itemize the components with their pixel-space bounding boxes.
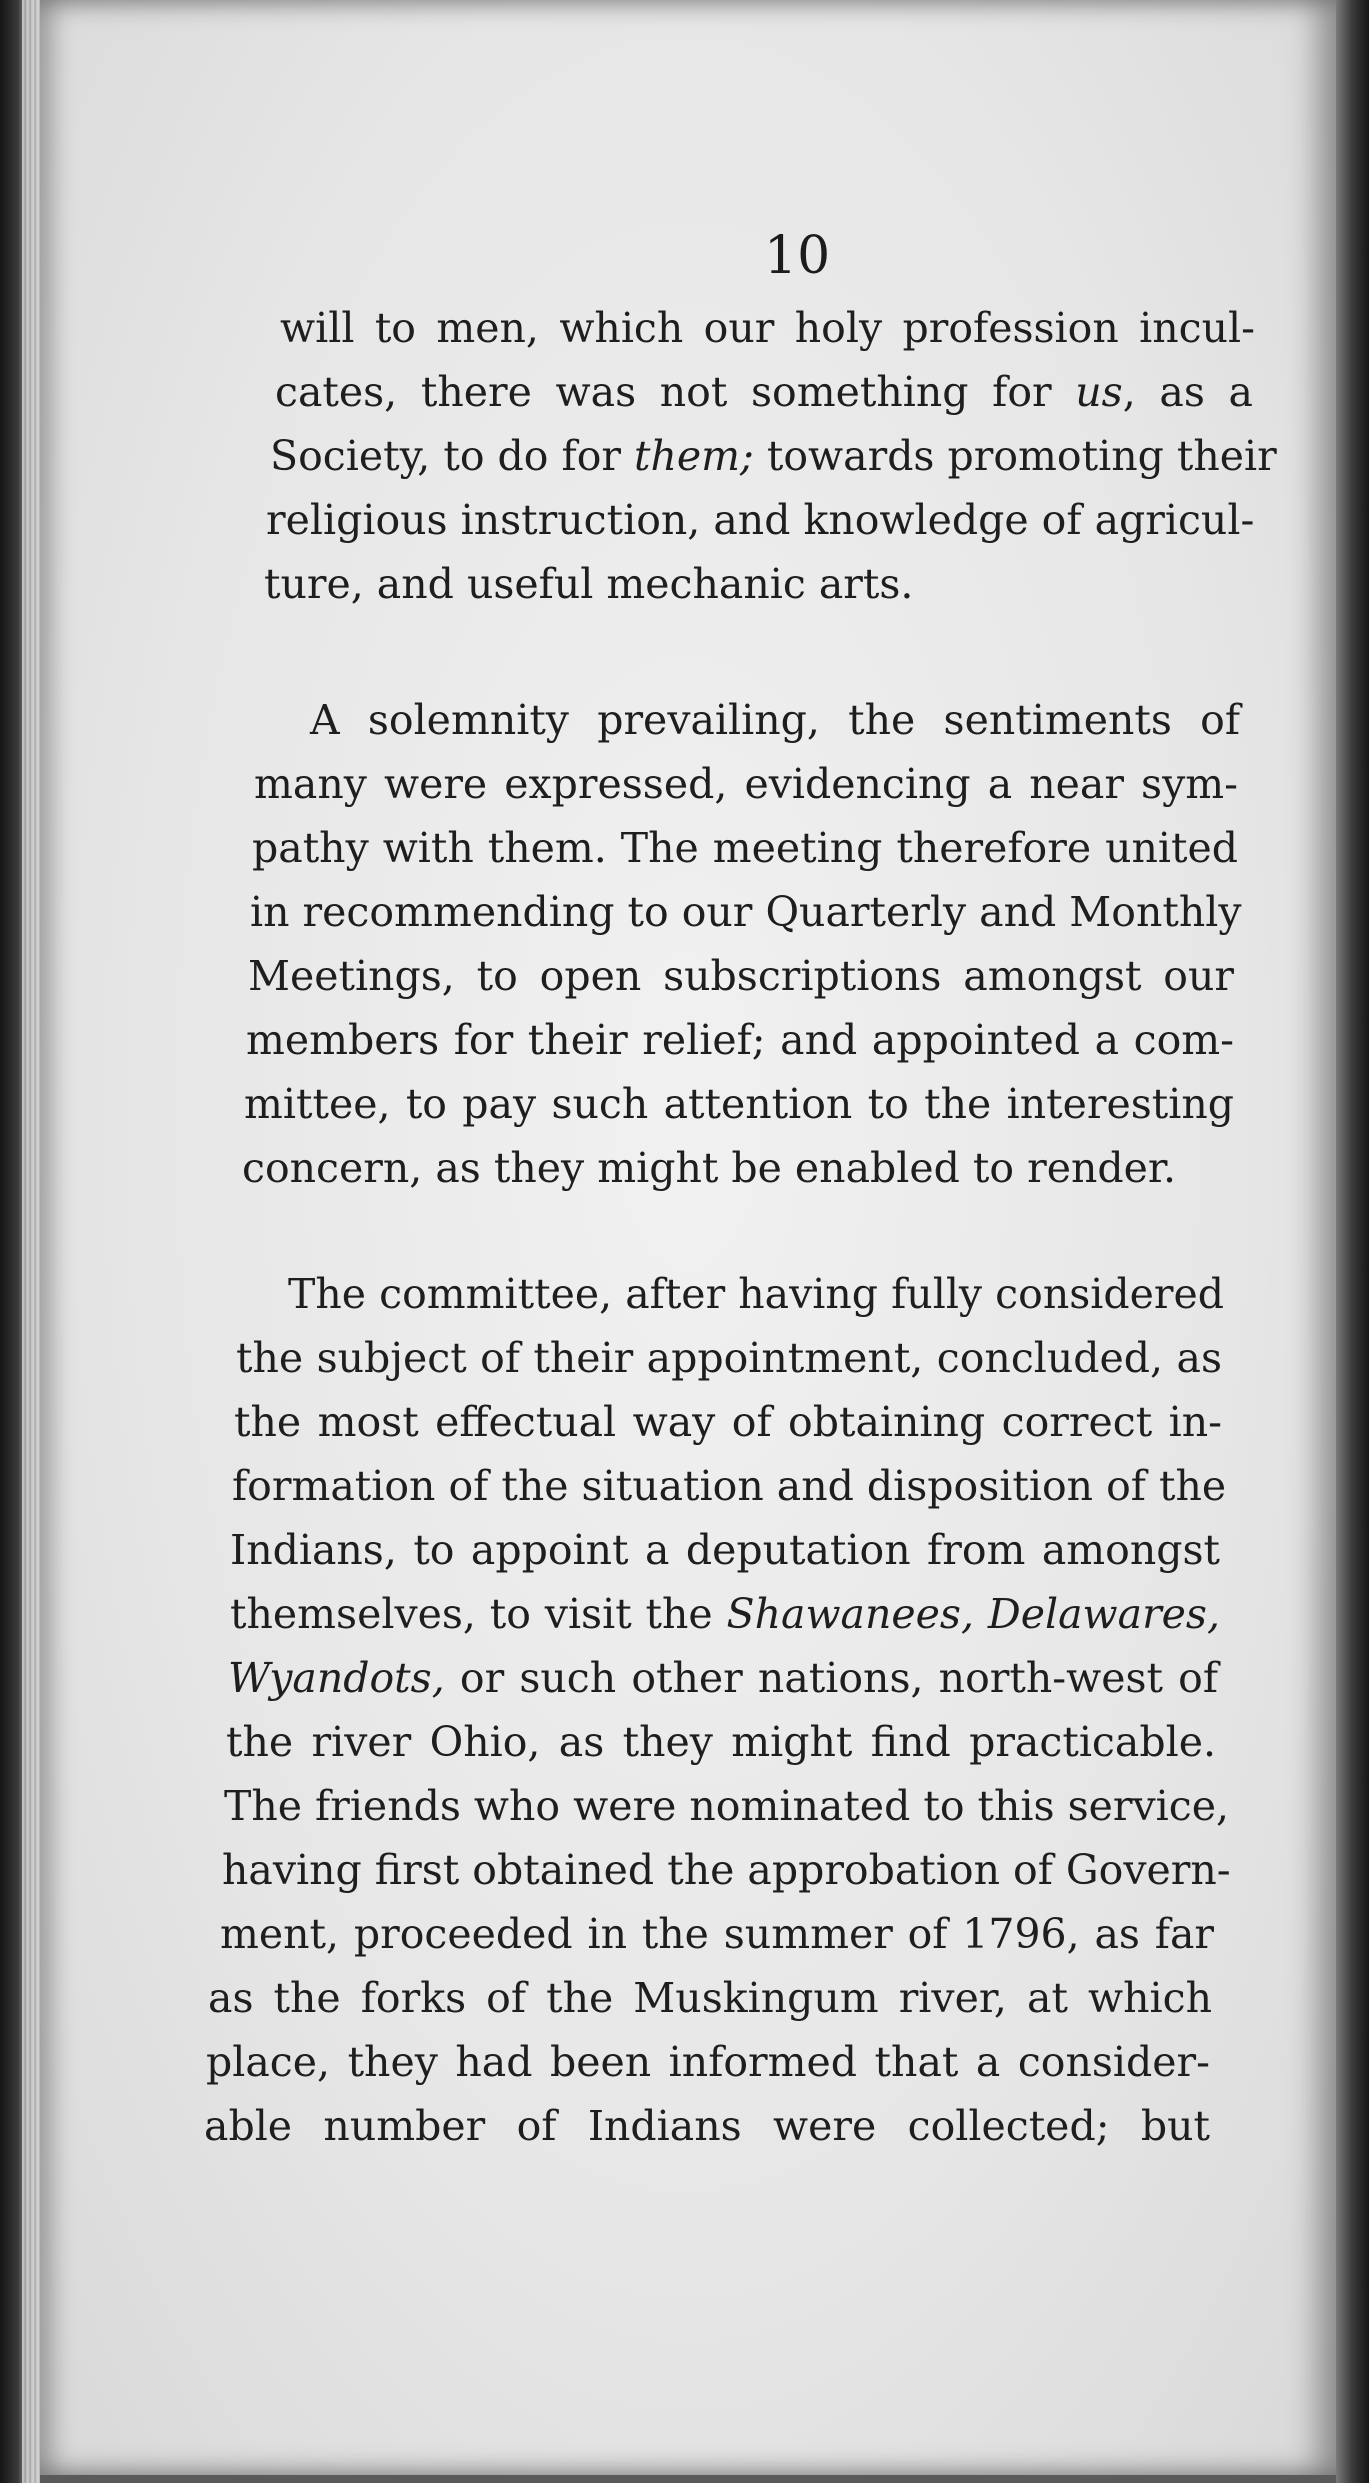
text-segment: ture, and useful mechanic arts.: [264, 560, 914, 608]
text-line: [270, 428, 1277, 484]
text-line: [208, 1970, 1212, 2026]
text-line: [220, 1906, 1214, 1962]
text-segment: many were expressed, evidencing a near sym-: [254, 760, 1238, 808]
text-segment: in recommending to our Quarterly and Monthly: [250, 888, 1242, 936]
right-page-edge: [1336, 0, 1369, 2483]
text-segment: the river Ohio, as they might find practicable.: [226, 1718, 1216, 1766]
text-segment: concern, as they might be enabled to render.: [242, 1144, 1177, 1192]
text-line: [228, 1650, 1218, 1706]
text-line: [280, 300, 1255, 356]
text-line: [234, 1394, 1222, 1450]
text-line: [226, 1714, 1216, 1770]
text-line: [254, 756, 1238, 812]
text-segment: A solemnity prevailing, the sentiments of: [310, 696, 1240, 744]
italic-text: Wyandots,: [228, 1654, 445, 1702]
text-segment: pathy with them. The meeting therefore united: [252, 824, 1238, 872]
text-line: [310, 692, 1240, 748]
text-segment: the subject of their appointment, concluded, as: [236, 1334, 1222, 1382]
text-line: [266, 492, 1255, 548]
text-segment: ment, proceeded in the summer of 1796, as far: [220, 1910, 1214, 1958]
text-line: [275, 364, 1253, 420]
text-line: [264, 556, 914, 612]
text-line: [288, 1266, 1224, 1322]
text-line: [246, 1012, 1234, 1068]
text-segment: Society, to do for: [270, 432, 635, 480]
bottom-page-edge: [40, 2475, 1336, 2483]
text-segment: place, they had been informed that a consider-: [206, 2038, 1210, 2086]
text-line: [230, 1586, 1220, 1642]
text-line: [236, 1330, 1222, 1386]
text-line: [230, 1522, 1220, 1578]
book-page: [40, 0, 1336, 2475]
text-segment: the most effectual way of obtaining correct in-: [234, 1398, 1222, 1446]
text-segment: , as a: [1122, 368, 1253, 416]
text-segment: The committee, after having fully considered: [288, 1270, 1224, 1318]
text-segment: cates, there was not something for: [275, 368, 1076, 416]
text-segment: mittee, to pay such attention to the interesting: [244, 1080, 1234, 1128]
text-segment: or such other nations, north-west of: [444, 1654, 1218, 1702]
page-number: 10: [764, 226, 831, 286]
text-segment: Indians, to appoint a deputation from amongst: [230, 1526, 1220, 1574]
text-segment: will to men, which our holy profession incul-: [280, 304, 1255, 352]
text-segment: themselves, to visit the: [230, 1590, 727, 1638]
text-segment: religious instruction, and knowledge of agricul-: [266, 496, 1255, 544]
text-line: [244, 1076, 1234, 1132]
italic-text: us: [1075, 368, 1123, 416]
text-line: [204, 2098, 1210, 2154]
text-line: [252, 820, 1238, 876]
text-segment: Meetings, to open subscriptions amongst our: [248, 952, 1234, 1000]
text-segment: having first obtained the approbation of Govern-: [222, 1846, 1231, 1894]
text-line: [242, 1140, 1177, 1196]
text-segment: members for their relief; and appointed a com-: [246, 1016, 1234, 1064]
text-line: [206, 2034, 1210, 2090]
italic-text: them;: [634, 432, 754, 480]
text-segment: The friends who were nominated to this service,: [224, 1782, 1230, 1830]
text-segment: able number of Indians were collected; but: [204, 2102, 1210, 2150]
text-segment: formation of the situation and disposition of the: [232, 1462, 1227, 1510]
text-segment: towards promoting their: [753, 432, 1277, 480]
text-line: [222, 1842, 1231, 1898]
text-line: [250, 884, 1242, 940]
text-segment: as the forks of the Muskingum river, at which: [208, 1974, 1212, 2022]
text-line: [248, 948, 1234, 1004]
text-line: [224, 1778, 1230, 1834]
text-line: [232, 1458, 1227, 1514]
italic-text: Shawanees, Delawares,: [726, 1590, 1221, 1638]
